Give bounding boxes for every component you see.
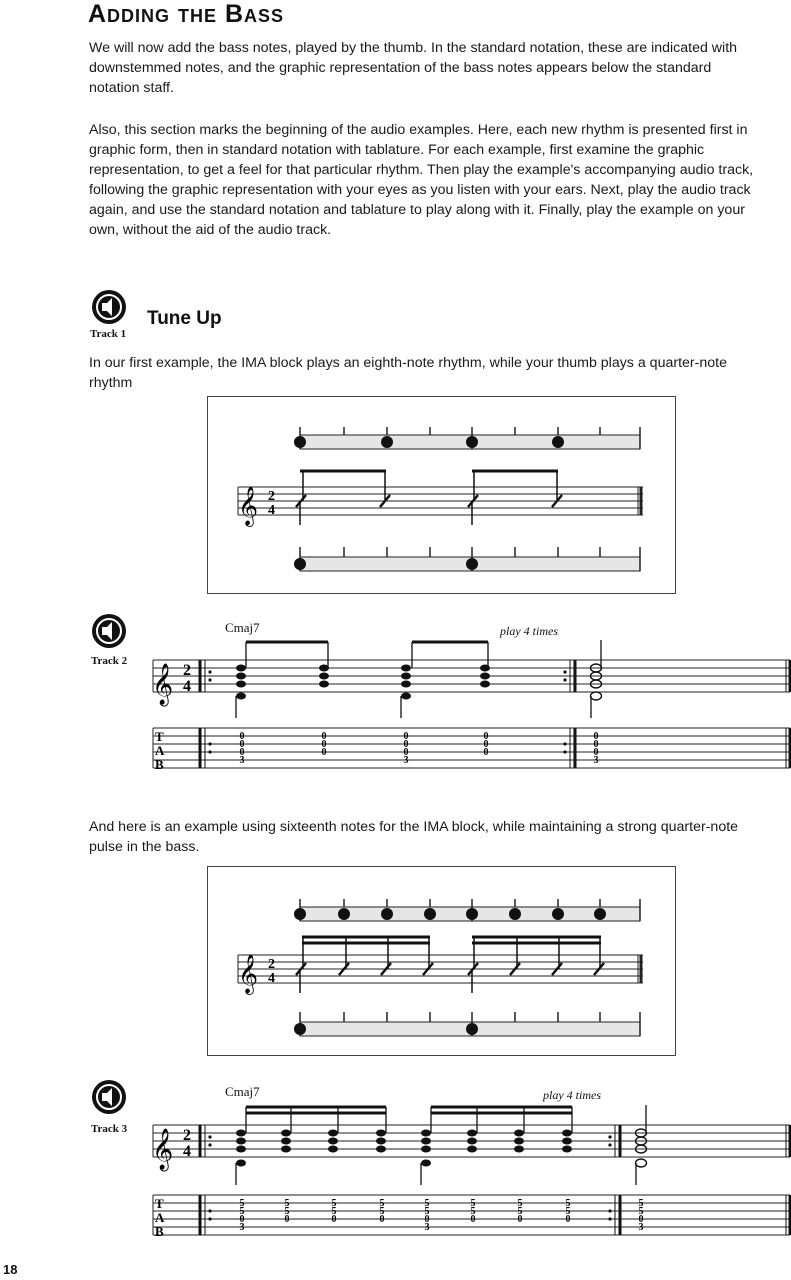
- section-title: Tune Up: [147, 308, 222, 329]
- svg-text:2: 2: [183, 662, 191, 679]
- svg-text:0: 0: [470, 1214, 476, 1225]
- svg-text:4: 4: [268, 971, 275, 986]
- svg-text:A: A: [155, 1210, 165, 1225]
- svg-text:0: 0: [239, 731, 245, 742]
- svg-text:5: 5: [638, 1198, 644, 1209]
- rhythm-graphic-2: [207, 866, 676, 1056]
- svg-text:3: 3: [239, 755, 245, 766]
- rhythm-graphic-2-drawing: [208, 867, 675, 1055]
- svg-text:0: 0: [424, 1214, 430, 1225]
- svg-text:𝄞: 𝄞: [238, 956, 259, 993]
- svg-text:T: T: [155, 729, 164, 744]
- rhythm-graphic-1-drawing: [208, 397, 675, 593]
- svg-text:2: 2: [183, 1127, 191, 1144]
- svg-text:0: 0: [483, 731, 489, 742]
- svg-text:0: 0: [403, 747, 409, 758]
- speaker-icon: [90, 612, 128, 650]
- svg-text:0: 0: [403, 731, 409, 742]
- section-intro: In our first example, the IMA block plays an eighth-note rhythm, while your thumb plays a quarter-note rhythm: [89, 355, 727, 391]
- track-3-label: Track 3: [91, 1123, 128, 1135]
- svg-text:4: 4: [183, 678, 191, 695]
- svg-text:0: 0: [239, 1214, 245, 1225]
- svg-text:3: 3: [638, 1222, 644, 1233]
- svg-text:5: 5: [470, 1198, 476, 1209]
- audio-track-3[interactable]: [90, 1078, 128, 1121]
- svg-text:0: 0: [593, 739, 599, 750]
- svg-text:2: 2: [268, 957, 275, 972]
- svg-text:2: 2: [268, 489, 275, 504]
- svg-text:5: 5: [239, 1206, 245, 1217]
- svg-text:5: 5: [470, 1206, 476, 1217]
- speaker-icon: [90, 288, 128, 326]
- svg-text:𝄞: 𝄞: [152, 1129, 174, 1169]
- svg-text:4: 4: [183, 1143, 191, 1160]
- svg-text:4: 4: [268, 503, 275, 518]
- svg-text:3: 3: [239, 1222, 245, 1233]
- svg-text:0: 0: [517, 1214, 523, 1225]
- svg-text:0: 0: [379, 1214, 385, 1225]
- svg-text:5: 5: [379, 1198, 385, 1209]
- svg-text:0: 0: [403, 739, 409, 750]
- paragraph-intro: We will now add the bass notes, played by the thumb. In the standard notation, these are indicated with downstemmed notes, and the graphic representation of the bass notes appears below the standard notation staff.: [89, 40, 738, 96]
- svg-text:5: 5: [517, 1206, 523, 1217]
- svg-text:0: 0: [331, 1214, 337, 1225]
- svg-text:5: 5: [424, 1198, 430, 1209]
- svg-text:T: T: [155, 1196, 164, 1211]
- svg-text:5: 5: [284, 1206, 290, 1217]
- svg-text:B: B: [155, 757, 164, 772]
- svg-text:0: 0: [321, 747, 327, 758]
- svg-text:5: 5: [565, 1206, 571, 1217]
- paragraph-audio: Also, this section marks the beginning of the audio examples. Here, each new rhythm is presented first in graphic form, then in standard notation with tablature. For each example, first examine the graphic representation, to get a feel for that particular rhythm. Then play the example's accompanying audio track, following the graphic representation with your eyes as you listen with your ears. Next, play the audio track again, and use the standard notation and tablature to play along with it. Finally, play the example on your own, without the aid of the audio track.: [89, 122, 754, 238]
- rhythm-graphic-1: [207, 396, 676, 594]
- track-1-label: Track 1: [90, 328, 127, 340]
- chord-symbol-2: Cmaj7: [225, 1084, 260, 1099]
- svg-text:0: 0: [321, 739, 327, 750]
- svg-text:5: 5: [424, 1206, 430, 1217]
- svg-text:5: 5: [565, 1198, 571, 1209]
- notation-example-1-drawing: [150, 640, 791, 785]
- svg-text:0: 0: [593, 747, 599, 758]
- svg-text:0: 0: [638, 1214, 644, 1225]
- svg-text:0: 0: [483, 747, 489, 758]
- audio-track-2[interactable]: [90, 612, 128, 655]
- svg-text:5: 5: [379, 1206, 385, 1217]
- svg-text:0: 0: [239, 747, 245, 758]
- svg-text:0: 0: [593, 731, 599, 742]
- speaker-icon: [90, 1078, 128, 1116]
- notation-example-2: [150, 1105, 791, 1255]
- svg-text:0: 0: [483, 739, 489, 750]
- notation-example-1: [150, 640, 791, 790]
- notation-example-2-drawing: [150, 1105, 791, 1250]
- page-heading: Adding the Bass: [88, 0, 285, 28]
- svg-text:5: 5: [331, 1198, 337, 1209]
- svg-text:𝄞: 𝄞: [152, 664, 174, 704]
- svg-text:5: 5: [331, 1206, 337, 1217]
- svg-text:A: A: [155, 743, 165, 758]
- svg-text:5: 5: [638, 1206, 644, 1217]
- svg-text:3: 3: [424, 1222, 430, 1233]
- svg-text:5: 5: [284, 1198, 290, 1209]
- chord-symbol-1: Cmaj7: [225, 620, 260, 635]
- repeat-instruction-1: play 4 times: [500, 624, 558, 638]
- svg-text:3: 3: [593, 755, 599, 766]
- svg-text:0: 0: [565, 1214, 571, 1225]
- audio-track-1[interactable]: [90, 288, 128, 331]
- page-number: 18: [3, 1262, 18, 1277]
- repeat-instruction-2: play 4 times: [543, 1088, 601, 1102]
- svg-text:0: 0: [321, 731, 327, 742]
- svg-text:3: 3: [403, 755, 409, 766]
- track-2-label: Track 2: [91, 655, 128, 667]
- svg-text:0: 0: [284, 1214, 290, 1225]
- svg-text:5: 5: [517, 1198, 523, 1209]
- svg-text:𝄞: 𝄞: [238, 488, 259, 525]
- svg-text:B: B: [155, 1224, 164, 1239]
- paragraph-sixteenth: And here is an example using sixteenth notes for the IMA block, while maintaining a strong quarter-note pulse in the bass.: [89, 819, 739, 855]
- svg-text:0: 0: [239, 739, 245, 750]
- svg-text:5: 5: [239, 1198, 245, 1209]
